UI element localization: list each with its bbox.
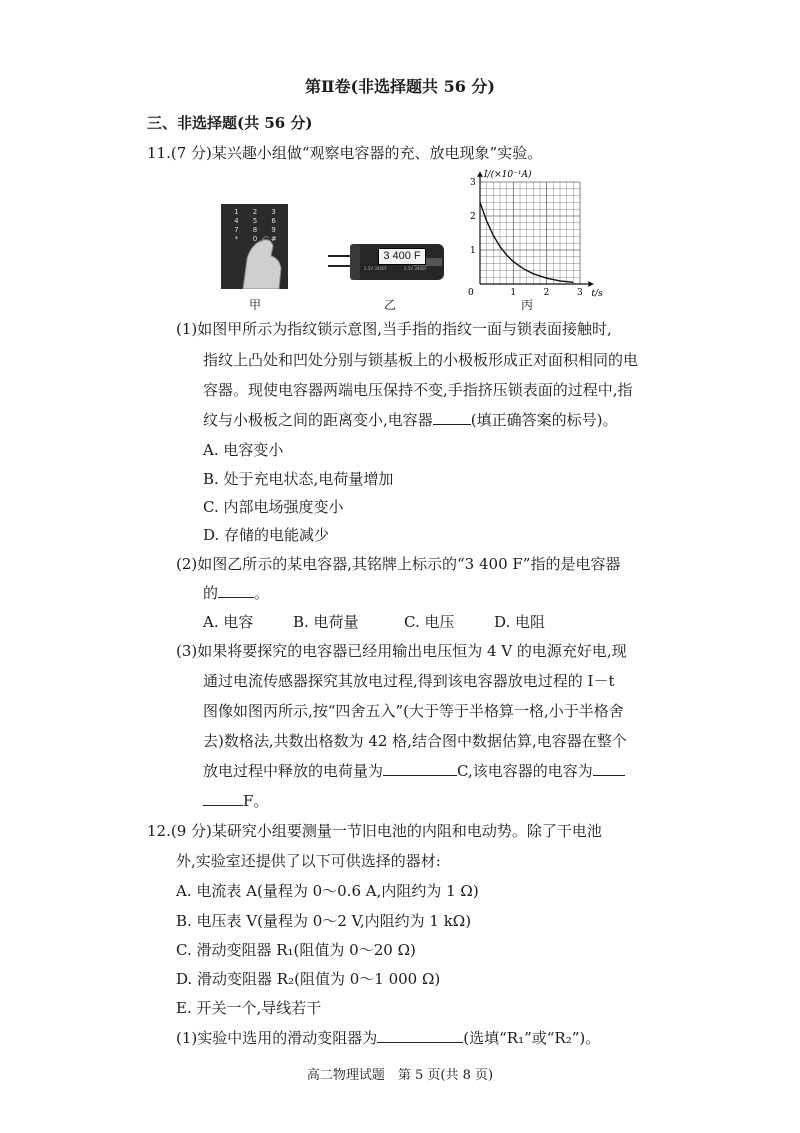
- section-title: 第Ⅱ卷(非选择题共 56 分): [304, 77, 496, 96]
- q11-p1-line4: [203, 409, 618, 431]
- q11-p3-line6: [203, 790, 268, 812]
- q12-option-d: D. 滑动变阻器 R₂(阻值为 0～1 000 Ω): [176, 970, 441, 988]
- caption-yi: 乙: [384, 298, 397, 312]
- figure-jia: [221, 204, 288, 289]
- keypad-key: 7: [234, 226, 239, 234]
- keypad-key: *: [234, 235, 239, 243]
- q12-p1: [176, 1027, 600, 1049]
- q12-option-c: C. 滑动变阻器 R₁(阻值为 0～20 Ω): [176, 941, 416, 959]
- figure-yi: [326, 236, 448, 286]
- keypad-key: 4: [234, 217, 239, 225]
- answer-blank-4b[interactable]: [203, 790, 243, 806]
- q11-p1-line2: 指纹上凸处和凹处分别与锁基板上的小极板形成正对面积相同的电: [203, 351, 639, 369]
- q12-line2: 外,实验室还提供了以下可供选择的器材:: [176, 852, 441, 870]
- y-tick-label: 1: [470, 246, 476, 256]
- y-axis-label: I/(×10⁻¹A): [484, 169, 532, 180]
- answer-blank-1[interactable]: [433, 409, 471, 425]
- q11-p1-option-a: A. 电容变小: [203, 441, 284, 459]
- y-axis-arrow: [477, 172, 483, 177]
- capacitor-small-left: 2.5V 3400F: [364, 266, 387, 271]
- x-axis-arrow: [588, 281, 593, 287]
- x-tick-label: 2: [543, 288, 550, 298]
- q12-p1-b: (选填“R₁”或“R₂”)。: [463, 1029, 601, 1047]
- keypad-key: 0: [252, 235, 258, 243]
- q11-p3-line5-a: 放电过程中释放的电荷量为: [203, 762, 384, 780]
- page-footer: 高二物理试题 第 5 页(共 8 页): [306, 1068, 494, 1083]
- keypad-key: 6: [271, 217, 276, 225]
- keypad-key: 9: [271, 226, 276, 234]
- q12-option-a: A. 电流表 A(量程为 0～0.6 A,内阻约为 1 Ω): [176, 882, 479, 900]
- q11-p3-line4: 去)数格法,共数出格数为 42 格,结合图中数据估算,电容器在整个: [203, 732, 627, 750]
- y-tick-label: 3: [470, 178, 476, 188]
- q11-p3-line3: 图像如图丙所示,按“四舍五入”(大于等于半格算一格,小于半格舍: [203, 702, 624, 720]
- caption-bing: 丙: [521, 298, 534, 312]
- hand-icon: [221, 204, 288, 289]
- q11-p2-option-b: B. 电荷量: [293, 613, 359, 631]
- q11-p2-line2: [203, 582, 269, 604]
- answer-blank-4a[interactable]: [593, 760, 625, 776]
- q12-option-e: E. 开关一个,导线若干: [176, 999, 322, 1017]
- q11-p2-line2-b: 。: [254, 584, 270, 602]
- q11-p1-option-d: D. 存储的电能减少: [203, 526, 330, 544]
- q11-p2-option-d: D. 电阻: [494, 613, 546, 631]
- capacitor-small-right: 2.5V 3400F: [404, 266, 427, 271]
- keypad-key: 8: [252, 226, 258, 234]
- q11-p3-line2: 通过电流传感器探究其放电过程,得到该电容器放电过程的 I－t: [203, 672, 615, 690]
- x-tick-label: 3: [577, 288, 583, 298]
- answer-blank-3[interactable]: [383, 760, 457, 776]
- x-tick-label: 1: [510, 288, 517, 298]
- capacitor-label: 3 400 F: [378, 248, 426, 265]
- q11-p1-option-b: B. 处于充电状态,电荷量增加: [203, 470, 394, 488]
- q12-line1: 12.(9 分)某研究小组要测量一节旧电池的内阻和电动势。除了干电池: [147, 822, 602, 840]
- keypad-key: #: [270, 235, 277, 243]
- q11-p3-line5: [203, 760, 625, 782]
- keypad-key: 2: [252, 208, 258, 216]
- answer-blank-5[interactable]: [377, 1027, 463, 1043]
- caption-jia: 甲: [249, 298, 262, 312]
- q11-p1-option-c: C. 内部电场强度变小: [203, 498, 344, 516]
- q11-p2-line1: (2)如图乙所示的某电容器,其铭牌上标示的“3 400 F”指的是电容器: [176, 555, 621, 573]
- q11-p1-line1: (1)如图甲所示为指纹锁示意图,当手指的指纹一面与锁表面接触时,: [176, 320, 612, 338]
- y-tick-label: 2: [470, 212, 476, 222]
- q11-intro: 11.(7 分)某兴趣小组做“观察电容器的充、放电现象”实验。: [147, 144, 543, 162]
- it-chart: [462, 164, 612, 299]
- x-axis-label: t/s: [591, 289, 603, 299]
- q11-p3-line5-b: C,该电容器的电容为: [457, 762, 593, 780]
- q11-p1-line4-a: 纹与小极板之间的距离变小,电容器: [203, 411, 433, 429]
- q11-p1-line4-b: (填正确答案的标号)。: [470, 411, 618, 429]
- keypad-key: 3: [271, 208, 276, 216]
- x-tick-label: 0: [468, 288, 474, 298]
- q11-p2-line2-a: 的: [203, 584, 219, 602]
- q12-option-b: B. 电压表 V(量程为 0～2 V,内阻约为 1 kΩ): [176, 912, 472, 930]
- q11-p1-line3: 容器。现使电容器两端电压保持不变,手指挤压锁表面的过程中,指: [203, 381, 633, 399]
- q11-p3-line6-b: F。: [243, 792, 269, 810]
- section-heading: 三、非选择题(共 56 分): [147, 114, 313, 132]
- q11-p3-line1: (3)如果将要探究的电容器已经用输出电压恒为 4 V 的电源充好电,现: [176, 642, 627, 660]
- q11-p2-option-c: C. 电压: [404, 613, 455, 631]
- keypad-key: 1: [234, 208, 239, 216]
- keypad-key: 5: [252, 217, 258, 225]
- q12-p1-a: (1)实验中选用的滑动变阻器为: [176, 1029, 378, 1047]
- answer-blank-2[interactable]: [218, 582, 254, 598]
- q11-p2-option-a: A. 电容: [203, 613, 254, 631]
